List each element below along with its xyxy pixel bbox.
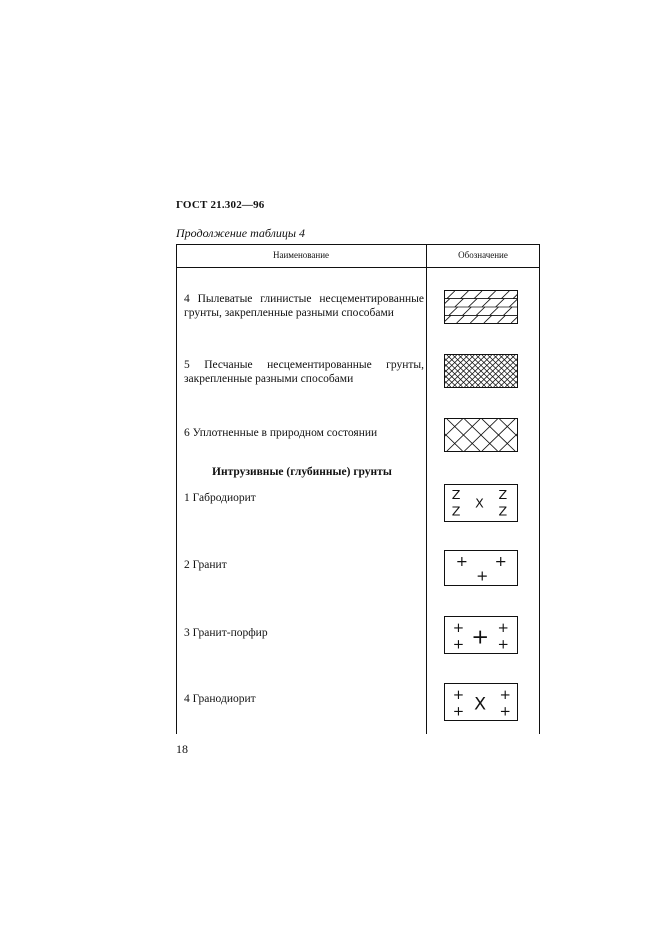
glyph-plus: + [497, 637, 509, 653]
standard-number: ГОСТ 21.302—96 [176, 199, 265, 211]
glyph-z: Z [451, 487, 461, 503]
glyph-x: X [474, 694, 487, 715]
table-right-border [539, 244, 540, 734]
glyph-plus: + [499, 704, 511, 720]
glyph-plus: + [452, 688, 465, 704]
plus-large-plus-icon [444, 616, 518, 654]
column-header-name: Наименование [272, 250, 330, 260]
dense-crosshatch-icon [444, 354, 518, 388]
glyph-plus: + [476, 568, 489, 585]
glyph-plus: + [499, 688, 511, 704]
section-subheading: Интрузивные (глубинные) грунты [212, 466, 392, 478]
column-header-symbol: Обозначение [458, 250, 508, 260]
table-left-border [176, 244, 177, 734]
table-continuation-caption: Продолжение таблицы 4 [176, 226, 306, 240]
glyph-plus: + [455, 554, 468, 571]
glyph-plus: + [452, 637, 465, 653]
page-number: 18 [176, 742, 188, 756]
glyph-plus-large: + [471, 623, 490, 649]
glyph-plus: + [452, 621, 465, 637]
header-bottom-border [176, 267, 540, 268]
glyph-z: Z [498, 487, 508, 503]
glyph-z: Z [498, 503, 508, 519]
row-text: 1 Габродиорит [184, 492, 256, 504]
plus-x-plus-icon [444, 683, 518, 721]
z-x-z-icon [444, 484, 518, 522]
diagonal-brick-hatch-icon [444, 290, 518, 324]
glyph-plus: + [494, 554, 507, 571]
coarse-crosshatch-icon [444, 418, 518, 452]
glyph-plus: + [452, 704, 465, 720]
table-top-border [176, 244, 540, 245]
legend-table [176, 244, 540, 734]
plus-pattern-icon [444, 550, 518, 586]
glyph-x: X [475, 495, 484, 511]
row-text: 3 Гранит-порфир [184, 627, 268, 639]
row-text: 4 Пылеватые глинистые несцементированные грунты, закрепленные разными способами [184, 293, 424, 319]
row-text: 4 Гранодиорит [184, 693, 256, 705]
row-text: 2 Гранит [184, 559, 227, 571]
glyph-plus: + [497, 621, 509, 637]
glyph-z: Z [451, 503, 461, 519]
column-divider [426, 244, 427, 734]
row-text: 6 Уплотненные в природном состоянии [184, 427, 378, 439]
row-text: 5 Песчаные несцементированные грунты, закрепленные разными способами [184, 359, 424, 385]
